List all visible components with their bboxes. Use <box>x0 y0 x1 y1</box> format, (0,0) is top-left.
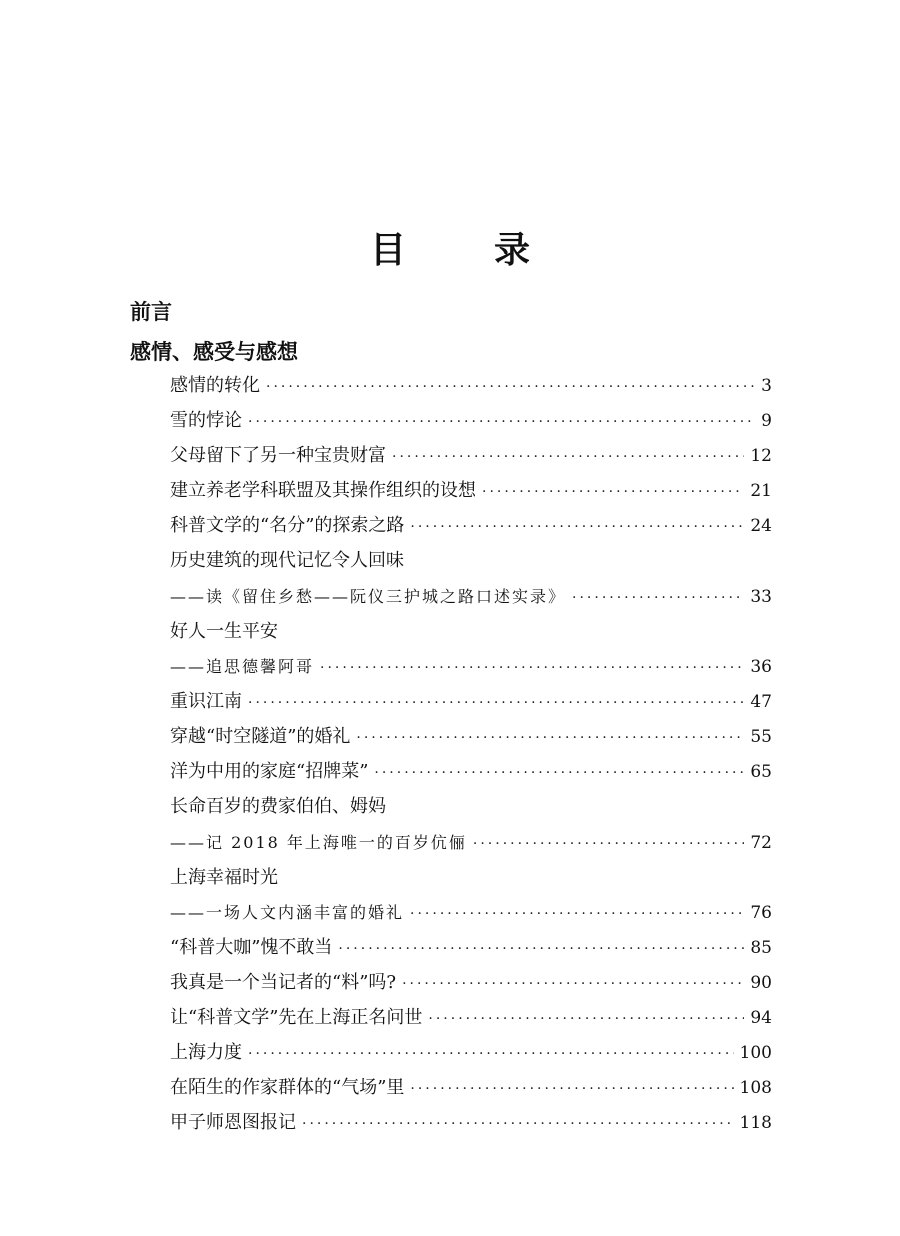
leader-dots <box>410 512 744 542</box>
toc-entry[interactable] <box>170 757 772 787</box>
toc-entry-page: 9 <box>761 411 772 431</box>
toc-entry-page: 94 <box>750 1008 772 1028</box>
toc-entry-page: 108 <box>739 1078 772 1098</box>
toc-entry[interactable] <box>170 863 772 893</box>
toc-title-char-1: 目 <box>369 229 406 271</box>
toc-entry-title: 历史建筑的现代记忆令人回味 <box>170 550 404 571</box>
toc-entry-subtitle[interactable] <box>170 652 772 682</box>
toc-entry[interactable] <box>170 441 772 471</box>
toc-entry-page: 118 <box>739 1113 772 1133</box>
toc-entry[interactable] <box>170 792 772 822</box>
toc-entry-page: 72 <box>750 833 772 853</box>
toc-entry-title: 感情的转化 <box>170 375 260 396</box>
toc-entry-title: 上海幸福时光 <box>170 867 278 888</box>
toc-entry[interactable] <box>170 511 772 541</box>
toc-entry[interactable] <box>170 933 772 963</box>
leader-dots <box>266 372 755 402</box>
toc-entry-title: 建立养老学科联盟及其操作组织的设想 <box>170 480 476 501</box>
toc-entry-subtitle[interactable] <box>170 582 772 612</box>
toc-entry-title: 上海力度 <box>170 1042 242 1063</box>
toc-entry[interactable] <box>170 476 772 506</box>
leader-dots <box>482 477 744 507</box>
toc-entry-page: 90 <box>750 973 772 993</box>
toc-entry-page: 3 <box>761 376 772 396</box>
leader-dots <box>428 1004 744 1034</box>
toc-entry[interactable] <box>170 546 772 576</box>
toc-entry-title: 科普文学的“名分”的探索之路 <box>170 515 405 536</box>
toc-entry-title: 我真是一个当记者的“料”吗? <box>170 972 397 993</box>
leader-dots <box>572 583 744 613</box>
leader-dots <box>320 653 744 683</box>
toc-entry-title: 甲子师恩图报记 <box>170 1112 296 1133</box>
leader-dots <box>338 934 744 964</box>
toc-title <box>0 222 900 273</box>
toc-entry-page: 21 <box>750 481 772 501</box>
toc-entry-subtitle[interactable] <box>170 898 772 928</box>
section-heading-feelings: 感情、感受与感想 <box>130 339 298 364</box>
toc-entry[interactable] <box>170 406 772 436</box>
toc-entry[interactable] <box>170 687 772 717</box>
leader-dots <box>248 1039 734 1069</box>
toc-entry-page: 47 <box>750 692 772 712</box>
toc-entry-title: 在陌生的作家群体的“气场”里 <box>170 1077 405 1098</box>
toc-entry[interactable] <box>170 1073 772 1103</box>
toc-entry-page: 55 <box>750 727 772 747</box>
toc-entry-title: ——一场人文内涵丰富的婚礼 <box>170 903 405 922</box>
toc-entry[interactable] <box>170 968 772 998</box>
toc-entry[interactable] <box>170 1003 772 1033</box>
toc-title-char-2: 录 <box>494 229 531 271</box>
toc-entry-title: ——读《留住乡愁——阮仪三护城之路口述实录》 <box>170 587 567 606</box>
toc-entry-title: 长命百岁的费家伯伯、姆妈 <box>170 796 386 817</box>
toc-entry-title: 让“科普文学”先在上海正名问世 <box>170 1007 423 1028</box>
toc-entry-title: ——记 2018 年上海唯一的百岁伉俪 <box>170 833 467 852</box>
toc-entry-title: ——追思德馨阿哥 <box>170 657 315 676</box>
toc-entry[interactable] <box>170 371 772 401</box>
toc-entry-page: 76 <box>750 903 772 923</box>
toc-entry-page: 85 <box>750 938 772 958</box>
leader-dots <box>374 758 744 788</box>
toc-entry-page: 100 <box>739 1043 772 1063</box>
toc-entry[interactable] <box>170 617 772 647</box>
toc-entry-title: 重识江南 <box>170 691 242 712</box>
leader-dots <box>248 688 744 718</box>
leader-dots <box>410 899 744 929</box>
toc-entry-page: 65 <box>750 762 772 782</box>
leader-dots <box>356 723 744 753</box>
leader-dots <box>473 829 744 859</box>
toc-entry-title: 穿越“时空隧道”的婚礼 <box>170 726 351 747</box>
toc-entry[interactable] <box>170 722 772 752</box>
toc-entry-subtitle[interactable] <box>170 828 772 858</box>
leader-dots <box>410 1074 733 1104</box>
toc-entry-title: 父母留下了另一种宝贵财富 <box>170 445 386 466</box>
toc-entry-title: 雪的悖论 <box>170 410 242 431</box>
toc-entry-title: “科普大咖”愧不敢当 <box>170 937 333 958</box>
toc-entry-page: 12 <box>750 446 772 466</box>
toc-entry-title: 好人一生平安 <box>170 621 278 642</box>
leader-dots <box>402 969 744 999</box>
section-heading-preface[interactable]: 前言 <box>130 299 172 324</box>
leader-dots <box>248 407 755 437</box>
toc-entry-page: 36 <box>750 657 772 677</box>
leader-dots <box>302 1109 734 1139</box>
toc-entry-page: 24 <box>750 516 772 536</box>
toc-entry-page: 33 <box>750 587 772 607</box>
toc-entry[interactable] <box>170 1108 772 1138</box>
toc-entry-title: 洋为中用的家庭“招牌菜” <box>170 761 369 782</box>
leader-dots <box>392 442 744 472</box>
toc-entry[interactable] <box>170 1038 772 1068</box>
